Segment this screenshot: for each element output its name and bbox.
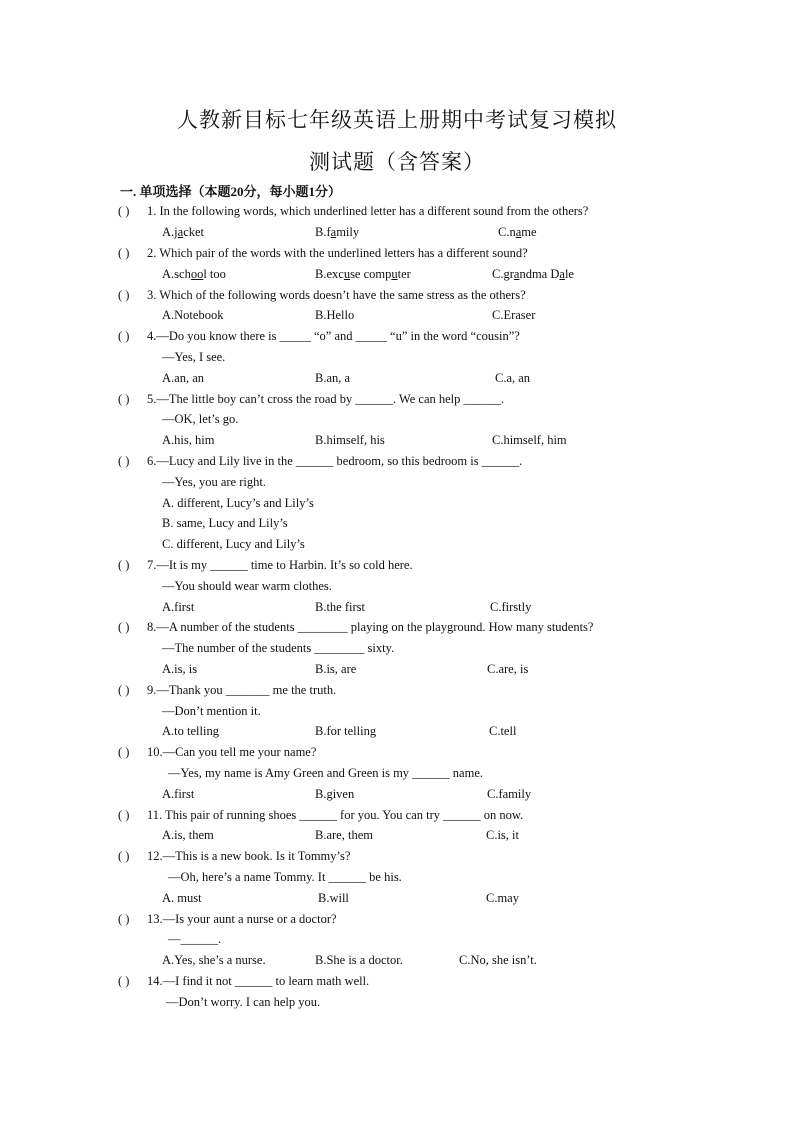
page-title-line1: 人教新目标七年级英语上册期中考试复习模拟 <box>177 108 617 132</box>
option-a: A.jacket <box>162 225 205 239</box>
option-c: C.No, she isn’t. <box>459 953 537 967</box>
answer-blank[interactable]: ( ) <box>118 745 130 759</box>
section-heading: 一. 单项选择（本题20分，每小题1分） <box>120 184 342 199</box>
dialogue-reply: —Don’t worry. I can help you. <box>166 995 321 1009</box>
question-stem: 1. In the following words, which underlined letter has a different sound from the others? <box>147 204 589 218</box>
dialogue-reply: —Yes, my name is Amy Green and Green is my ______ name. <box>168 766 484 780</box>
option-c: C.Eraser <box>492 308 536 322</box>
answer-blank[interactable]: ( ) <box>118 683 130 697</box>
option-c: C. different, Lucy and Lily’s <box>162 537 305 551</box>
option-a: A.first <box>162 787 195 801</box>
option-a: A. must <box>162 891 202 905</box>
option-c: C.a, an <box>495 371 531 385</box>
option-b: B.will <box>318 891 349 905</box>
dialogue-reply: —The number of the students ________ sixty. <box>162 641 395 655</box>
option-a: A.Notebook <box>162 308 224 322</box>
option-b: B.the first <box>315 600 365 614</box>
question-stem: 5.—The little boy can’t cross the road by ______. We can help ______. <box>147 392 505 406</box>
dialogue-reply: —Yes, I see. <box>162 350 226 364</box>
question-stem: 3. Which of the following words doesn’t have the same stress as the others? <box>147 288 526 302</box>
option-c: C.himself, him <box>492 433 567 447</box>
answer-blank[interactable]: ( ) <box>118 246 130 260</box>
option-a: A.school too <box>162 267 226 281</box>
option-c: C.family <box>487 787 532 801</box>
answer-blank[interactable]: ( ) <box>118 849 130 863</box>
option-a: A.his, him <box>162 433 215 447</box>
option-b: B.She is a doctor. <box>315 953 403 967</box>
question-stem: 10.—Can you tell me your name? <box>147 745 317 759</box>
option-b: B.an, a <box>315 371 351 385</box>
dialogue-reply: —OK, let’s go. <box>162 412 239 426</box>
option-b: B.are, them <box>315 828 373 842</box>
page-title-line2: 测试题（含答案） <box>309 150 485 174</box>
option-a: A.an, an <box>162 371 204 385</box>
question-stem: 4.—Do you know there is _____ “o” and _____ “u” in the word “cousin”? <box>147 329 520 343</box>
answer-blank[interactable]: ( ) <box>118 392 130 406</box>
answer-blank[interactable]: ( ) <box>118 558 130 572</box>
option-a: A.first <box>162 600 195 614</box>
dialogue-reply: —You should wear warm clothes. <box>162 579 332 593</box>
option-a: A.is, them <box>162 828 214 842</box>
question-stem: 8.—A number of the students ________ playing on the playground. How many students? <box>147 620 594 634</box>
option-b: B.Hello <box>315 308 355 322</box>
option-b: B.given <box>315 787 355 801</box>
question-stem: 7.—It is my ______ time to Harbin. It’s so cold here. <box>147 558 413 572</box>
answer-blank[interactable]: ( ) <box>118 329 130 343</box>
option-c: C.firstly <box>490 600 532 614</box>
option-a: A.is, is <box>162 662 198 676</box>
option-b: B.family <box>315 225 360 239</box>
option-b: B.himself, his <box>315 433 385 447</box>
dialogue-reply: —______. <box>168 932 222 946</box>
option-a: A.to telling <box>162 724 219 738</box>
question-stem: 13.—Is your aunt a nurse or a doctor? <box>147 912 337 926</box>
answer-blank[interactable]: ( ) <box>118 808 130 822</box>
answer-blank[interactable]: ( ) <box>118 288 130 302</box>
option-c: C.may <box>486 891 519 905</box>
option-b: B.is, are <box>315 662 357 676</box>
option-a: A.Yes, she’s a nurse. <box>162 953 266 967</box>
option-b: B.for telling <box>315 724 377 738</box>
option-c: C.name <box>498 225 537 239</box>
option-c: C.are, is <box>487 662 529 676</box>
dialogue-reply: —Yes, you are right. <box>162 475 266 489</box>
option-a: A. different, Lucy’s and Lily’s <box>162 496 314 510</box>
answer-blank[interactable]: ( ) <box>118 620 130 634</box>
question-stem: 9.—Thank you _______ me the truth. <box>147 683 337 697</box>
question-stem: 6.—Lucy and Lily live in the ______ bedroom, so this bedroom is ______. <box>147 454 523 468</box>
question-stem: 2. Which pair of the words with the underlined letters has a different sound? <box>147 246 528 260</box>
question-stem: 11. This pair of running shoes ______ for you. You can try ______ on now. <box>147 808 524 822</box>
option-c: C.grandma Dale <box>492 267 574 281</box>
question-stem: 14.—I find it not ______ to learn math well. <box>147 974 370 988</box>
answer-blank[interactable]: ( ) <box>118 974 130 988</box>
dialogue-reply: —Oh, here’s a name Tommy. It ______ be his. <box>168 870 402 884</box>
dialogue-reply: —Don’t mention it. <box>162 704 261 718</box>
answer-blank[interactable]: ( ) <box>118 454 130 468</box>
option-c: C.tell <box>489 724 517 738</box>
option-b: B.excuse computer <box>315 267 411 281</box>
question-stem: 12.—This is a new book. Is it Tommy’s? <box>147 849 351 863</box>
answer-blank[interactable]: ( ) <box>118 204 130 218</box>
option-c: C.is, it <box>486 828 519 842</box>
answer-blank[interactable]: ( ) <box>118 912 130 926</box>
option-b: B. same, Lucy and Lily’s <box>162 516 288 530</box>
